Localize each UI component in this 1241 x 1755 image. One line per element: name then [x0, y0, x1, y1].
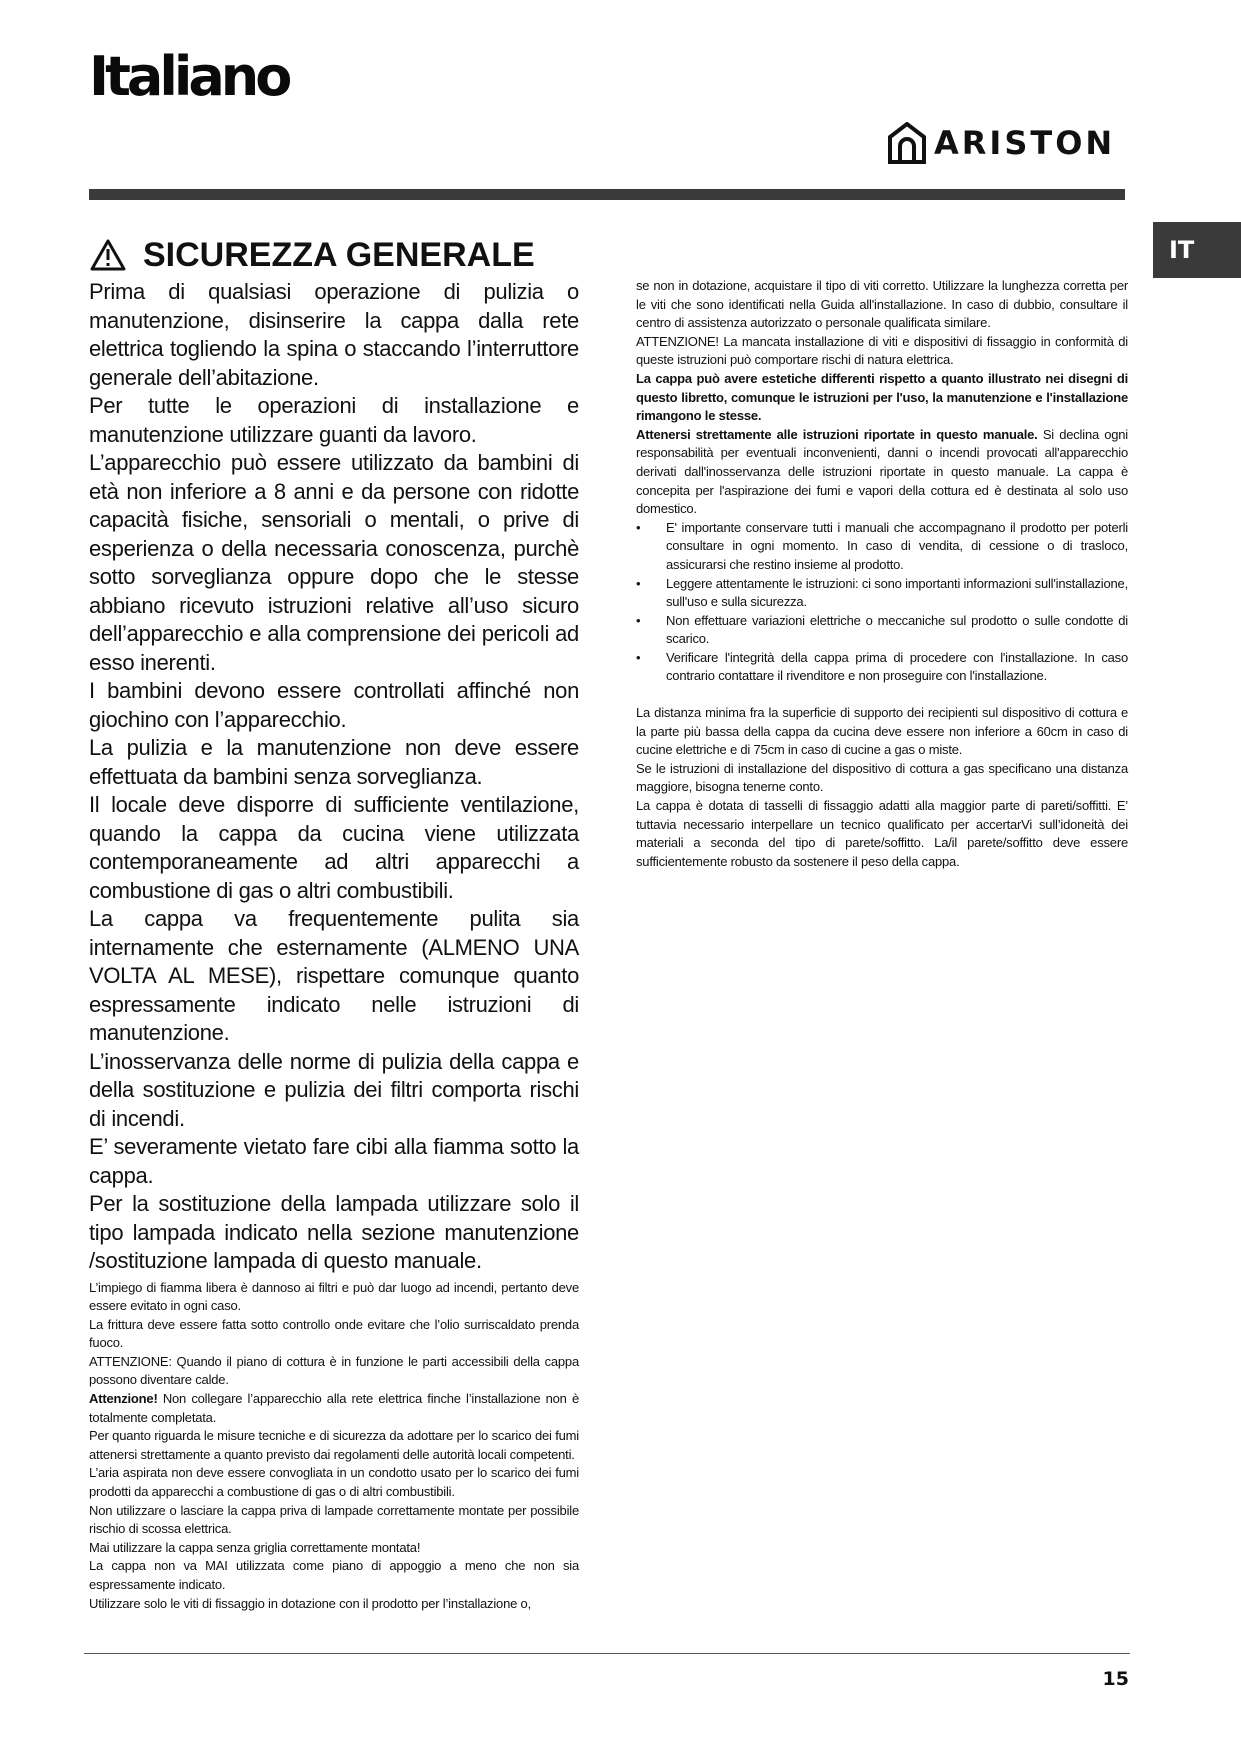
paragraph: L’apparecchio può essere utilizzato da bambini di età non inferiore a 8 anni e da persone con ridotte capacità fisiche, sensoriali o mentali, o prive di esperienza o della necessaria conoscenza, purchè sotto sorveglianza oppure dopo che le stesse abbiano ricevuto istruzioni relative all’uso sicuro dell’apparecchio e alla comprensione dei pericoli ad esso inerenti. [89, 450, 579, 675]
paragraph: La cappa è dotata di tasselli di fissaggio adatti alla maggior parte di pareti/soffitti. E’ tuttavia necessario interpellare un tecnico qualificato per accertarVi sull’idoneità dei materiali a seconda del tipo di parete/soffitto. La/il parete/soffitto deve essere sufficientemente robusto da sostenere il peso della cappa. [636, 798, 1128, 869]
page-number: 15 [1102, 1668, 1129, 1690]
bullet-icon: • [636, 575, 641, 591]
footer-divider [84, 1653, 1130, 1654]
list-item: • Leggere attentamente le istruzioni: ci sono importanti informazioni sull'installazione, sull'uso e sulla sicurezza. [636, 575, 1129, 610]
attention-text: Non collegare l’apparecchio alla rete elettrica finche l’installazione non è totalmente completata. [89, 1391, 579, 1425]
paragraph: se non in dotazione, acquistare il tipo di viti corretto. Utilizzare la lunghezza corretta per le viti che sono identificati nella Guida all'installazione. In caso di dubbio, consultare il centro di assistenza autorizzato o personale qualificata similare. [636, 278, 1128, 331]
house-logo-icon [888, 122, 926, 164]
bullet-icon: • [636, 612, 641, 628]
right-column [636, 277, 1128, 871]
header-divider [89, 189, 1125, 200]
paragraph: ATTENZIONE: Quando il piano di cottura è in funzione le parti accessibili della cappa possono diventare calde. [89, 1353, 579, 1388]
bullet-icon: • [636, 519, 641, 535]
paragraph: E’ severamente vietato fare cibi alla fiamma sotto la cappa. [89, 1134, 579, 1188]
attention-paragraph [89, 1390, 579, 1427]
left-column [89, 278, 579, 1613]
safety-paragraphs-small [89, 1279, 579, 1614]
paragraph: Non utilizzare o lasciare la cappa priva di lampade correttamente montate per possibile rischio di scossa elettrica. [89, 1502, 579, 1537]
paragraph: La cappa non va MAI utilizzata come piano di appoggio a meno che non sia espressamente indicato. [89, 1558, 579, 1592]
paragraph: Per tutte le operazioni di installazione e manutenzione utilizzare guanti da lavoro. [89, 393, 579, 447]
paragraph: L’impiego di fiamma libera è dannoso ai filtri e può dar luogo ad incendi, pertanto deve essere evitato in ogni caso. [89, 1279, 579, 1314]
paragraph: Per quanto riguarda le misure tecniche e di sicurezza da adottare per lo scarico dei fumi attenersi strettamente a quanto previsto dai regolamenti delle autorità locali competenti. [89, 1428, 579, 1462]
paragraph: L’inosservanza delle norme di pulizia della cappa e della sostituzione e pulizia dei filtri comporta rischi di incendi. [89, 1048, 579, 1131]
list-item: • E' importante conservare tutti i manuali che accompagnano il prodotto per poterli consultare in ogni momento. In caso di vendita, di cessione o di trasloco, assicurarsi che restino insieme al prodotto. [636, 519, 1128, 572]
bullet-icon: • [636, 649, 641, 665]
bold-paragraph: La cappa può avere estetiche differenti rispetto a quanto illustrato nei disegni di questo libretto, comunque le istruzioni per l'uso, la manutenzione e l'installazione rimangono le stesse. [636, 370, 1128, 424]
bold-lead: Attenersi strettamente alle istruzioni riportate in questo manuale. [636, 426, 1038, 442]
paragraph: ATTENZIONE! La mancata installazione di viti e dispositivi di fissaggio in conformità di queste istruzioni può comportare rischi di natura elettrica. [636, 333, 1128, 368]
paragraph: I bambini devono essere controllati affinché non giochino con l’apparecchio. [89, 678, 579, 732]
list-item: • Non effettuare variazioni elettriche o meccaniche sul prodotto o sulle condotte di scarico. [636, 612, 1128, 647]
brand-logo [888, 122, 1115, 164]
paragraph: La distanza minima fra la superficie di supporto dei recipienti sul dispositivo di cottura e la parte più bassa della cappa da cucina deve essere non inferiore a 60cm in caso di cucine elettriche e di 75cm in caso di cucine a gas o miste. [636, 705, 1128, 758]
language-title: Italiano [89, 45, 289, 108]
warning-triangle-icon [89, 238, 127, 272]
paragraph: Utilizzare solo le viti di fissaggio in dotazione con il prodotto per l’installazione o, [89, 1595, 531, 1611]
language-tab: IT [1153, 222, 1241, 278]
paragraph: Se le istruzioni di installazione del dispositivo di cottura a gas specificano una distanza maggiore, bisogna tenerne conto. [636, 760, 1128, 795]
paragraph: Mai utilizzare la cappa senza griglia correttamente montata! [89, 1539, 421, 1555]
safety-paragraphs-large [89, 278, 579, 1276]
paragraph: La frittura deve essere fatta sotto controllo onde evitare che l’olio surriscaldato prenda fuoco. [89, 1316, 579, 1351]
paragraph: La cappa va frequentemente pulita sia internamente che esternamente (ALMENO UNA VOLTA AL MESE), rispettare comunque quanto espressamente indicato nelle istruzioni di manutenzione. [89, 906, 579, 1045]
brand-name: ARISTON [934, 124, 1116, 162]
section-heading-text: SICUREZZA GENERALE [143, 236, 535, 274]
attention-label: Attenzione! [89, 1391, 158, 1407]
spacer [636, 686, 1128, 704]
bullet-list [636, 519, 1128, 686]
paragraph: La pulizia e la manutenzione non deve essere effettuata da bambini senza sorveglianza. [89, 735, 579, 789]
section-heading [89, 235, 535, 275]
list-item: • Verificare l'integrità della cappa prima di procedere con l'installazione. In caso contrario contattare il rivenditore e non proseguire con l'installazione. [636, 649, 1128, 684]
paragraph: Prima di qualsiasi operazione di pulizia o manutenzione, disinserire la cappa dalla rete elettrica togliendo la spina o staccando l’interruttore generale dell’abitazione. [89, 279, 579, 390]
paragraph: Attenersi strettamente alle istruzioni riportate in questo manuale. Si declina ogni responsabilità per eventuali inconvenienti, danni o incendi provocati all'apparecchio derivati dall'inosservanza delle istruzioni riportate in questo manuale. La cappa è concepita per l'aspirazione dei fumi e vapori della cottura ed è destinata al solo uso domestico. [636, 426, 1128, 517]
paragraph: Il locale deve disporre di sufficiente ventilazione, quando la cappa da cucina viene utilizzata contemporaneamente ad altri apparecchi a combustione di gas o altri combustibili. [89, 792, 579, 903]
paragraph: L’aria aspirata non deve essere convogliata in un condotto usato per lo scarico dei fumi prodotti da apparecchi a combustione di gas o di altri combustibili. [89, 1465, 579, 1500]
paragraph: Per la sostituzione della lampada utilizzare solo il tipo lampada indicato nella sezione manutenzione /sostituzione lampada di questo manuale. [89, 1191, 579, 1273]
